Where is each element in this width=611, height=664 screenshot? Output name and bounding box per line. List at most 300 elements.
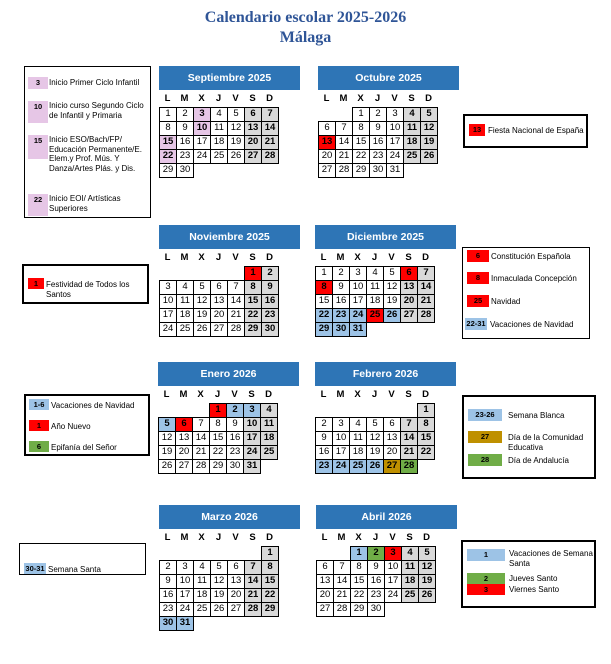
- day-cell: 8: [350, 560, 368, 575]
- legend-text: Jueves Santo: [509, 574, 558, 583]
- calendar-april: [316, 505, 457, 616]
- legend-inicio-curso: [24, 66, 151, 218]
- day-cell: 28: [192, 459, 210, 474]
- day-cell: 27: [175, 459, 193, 474]
- day-cell: 13: [175, 431, 193, 446]
- legend-text: Festividad de Todos los Santos: [46, 280, 130, 299]
- empty-cell: [192, 403, 210, 418]
- day-cell: 13: [318, 135, 336, 150]
- calendar-october: [318, 66, 459, 177]
- day-cell: 7: [335, 121, 353, 136]
- legend-text: Navidad: [491, 297, 521, 306]
- day-cell: 11: [403, 121, 421, 136]
- day-cell: 4: [349, 417, 367, 432]
- weekday-label: L: [321, 532, 328, 543]
- day-cell: 12: [420, 121, 438, 136]
- day-cell: 2: [369, 107, 387, 122]
- day-cell: 2: [367, 546, 385, 561]
- day-cell: 25: [193, 602, 211, 617]
- day-cell: 6: [318, 121, 336, 136]
- legend-code: 25: [467, 295, 489, 307]
- day-cell: 2: [332, 266, 350, 281]
- day-cell: 16: [315, 445, 333, 460]
- legend-diciembre: [462, 247, 590, 339]
- day-cell: 6: [227, 560, 245, 575]
- day-cell: 20: [400, 294, 418, 309]
- day-cell: 14: [192, 431, 210, 446]
- day-cell: 25: [403, 149, 421, 164]
- weekday-label: L: [320, 389, 327, 400]
- day-cell: 29: [350, 602, 368, 617]
- day-cell: 17: [349, 294, 367, 309]
- day-cell: 13: [210, 294, 228, 309]
- day-cell: 7: [261, 107, 279, 122]
- day-cell: 3: [159, 280, 177, 295]
- day-cell: 20: [244, 135, 262, 150]
- day-cell: 1: [159, 107, 177, 122]
- day-cell: 24: [332, 459, 350, 474]
- day-grid: [318, 107, 459, 177]
- legend-code: 6: [29, 441, 49, 452]
- day-cell: 15: [209, 431, 227, 446]
- weekday-label: M: [180, 252, 189, 263]
- day-cell: 4: [176, 280, 194, 295]
- day-cell: 18: [349, 445, 367, 460]
- day-cell: 14: [333, 574, 351, 589]
- day-grid: [158, 403, 299, 473]
- day-cell: 3: [384, 546, 402, 561]
- day-cell: 4: [260, 403, 278, 418]
- day-cell: 26: [158, 459, 176, 474]
- day-cell: 29: [315, 322, 333, 337]
- day-cell: 10: [386, 121, 404, 136]
- day-cell: 5: [158, 417, 176, 432]
- day-cell: 29: [352, 163, 370, 178]
- day-cell: 27: [400, 308, 418, 323]
- day-cell: 25: [260, 445, 278, 460]
- day-cell: 24: [193, 149, 211, 164]
- day-cell: 23: [176, 149, 194, 164]
- day-cell: 25: [401, 588, 419, 603]
- day-cell: 4: [366, 266, 384, 281]
- month-header: Septiembre 2025: [159, 66, 300, 90]
- day-cell: 3: [386, 107, 404, 122]
- weekday-label: S: [408, 93, 415, 104]
- day-cell: 26: [383, 308, 401, 323]
- weekday-label: X: [197, 389, 204, 400]
- day-cell: 9: [315, 431, 333, 446]
- day-cell: 24: [176, 602, 194, 617]
- day-cell: 9: [369, 121, 387, 136]
- empty-cell: [366, 403, 384, 418]
- day-cell: 16: [159, 588, 177, 603]
- weekday-label: L: [163, 389, 170, 400]
- empty-cell: [227, 546, 245, 561]
- weekday-label: V: [232, 93, 239, 104]
- empty-cell: [193, 266, 211, 281]
- day-cell: 10: [243, 417, 261, 432]
- day-cell: 12: [227, 121, 245, 136]
- day-cell: 9: [226, 417, 244, 432]
- empty-cell: [349, 403, 367, 418]
- day-cell: 20: [316, 588, 334, 603]
- weekday-label: X: [198, 252, 205, 263]
- day-cell: 6: [210, 280, 228, 295]
- empty-cell: [333, 546, 351, 561]
- empty-cell: [159, 266, 177, 281]
- calendar-december: [315, 225, 456, 336]
- day-cell: 6: [244, 107, 262, 122]
- day-cell: 14: [244, 574, 262, 589]
- day-cell: 4: [193, 560, 211, 575]
- empty-cell: [318, 107, 336, 122]
- legend-code: 3: [467, 584, 505, 595]
- day-cell: 5: [418, 546, 436, 561]
- day-cell: 5: [366, 417, 384, 432]
- weekday-label: J: [374, 93, 381, 104]
- weekday-label: V: [232, 252, 239, 263]
- day-cell: 18: [401, 574, 419, 589]
- day-cell: 26: [366, 459, 384, 474]
- empty-cell: [316, 546, 334, 561]
- empty-cell: [335, 107, 353, 122]
- month-header: Octubre 2025: [318, 66, 459, 90]
- weekday-label: D: [422, 252, 429, 263]
- weekday-label: M: [339, 93, 348, 104]
- day-cell: 11: [260, 417, 278, 432]
- day-cell: 18: [366, 294, 384, 309]
- calendar-september: [159, 66, 300, 177]
- day-cell: 22: [261, 588, 279, 603]
- day-cell: 7: [400, 417, 418, 432]
- day-cell: 19: [420, 135, 438, 150]
- day-cell: 5: [193, 280, 211, 295]
- day-cell: 9: [332, 280, 350, 295]
- weekday-label: X: [355, 532, 362, 543]
- legend-text: Vacaciones de Navidad: [51, 401, 135, 410]
- legend-code: 30-31: [25, 564, 45, 573]
- day-cell: 24: [243, 445, 261, 460]
- weekday-label: D: [422, 389, 429, 400]
- legend-code: 1: [28, 278, 44, 289]
- day-cell: 16: [332, 294, 350, 309]
- month-header: Noviembre 2025: [159, 225, 300, 249]
- day-cell: 23: [159, 602, 177, 617]
- empty-cell: [175, 403, 193, 418]
- day-cell: 23: [315, 459, 333, 474]
- day-cell: 7: [333, 560, 351, 575]
- day-cell: 21: [400, 445, 418, 460]
- day-cell: 15: [244, 294, 262, 309]
- day-cell: 27: [210, 322, 228, 337]
- legend-text: Fiesta Nacional de España: [488, 126, 584, 135]
- day-cell: 11: [366, 280, 384, 295]
- day-cell: 22: [350, 588, 368, 603]
- day-cell: 1: [417, 403, 435, 418]
- day-cell: 1: [209, 403, 227, 418]
- weekday-label: M: [179, 389, 188, 400]
- empty-cell: [176, 266, 194, 281]
- legend-code: 8: [467, 272, 489, 284]
- month-header: Febrero 2026: [315, 362, 456, 386]
- day-cell: 5: [420, 107, 438, 122]
- day-cell: 26: [418, 588, 436, 603]
- weekday-label: D: [425, 93, 432, 104]
- day-cell: 8: [261, 560, 279, 575]
- day-cell: 20: [227, 588, 245, 603]
- day-cell: 30: [369, 163, 387, 178]
- legend-text: Inmaculada Concepción: [491, 274, 577, 283]
- day-cell: 28: [244, 602, 262, 617]
- day-grid: [315, 266, 456, 336]
- weekday-label: L: [323, 93, 330, 104]
- day-cell: 8: [159, 121, 177, 136]
- day-cell: 4: [401, 546, 419, 561]
- day-cell: 25: [176, 322, 194, 337]
- weekday-label: J: [372, 532, 379, 543]
- day-cell: 24: [159, 322, 177, 337]
- legend-code: 13: [469, 124, 485, 136]
- day-cell: 27: [244, 149, 262, 164]
- empty-cell: [176, 546, 194, 561]
- legend-text: Constitución Española: [491, 252, 571, 261]
- day-cell: 11: [210, 121, 228, 136]
- legend-text: Inicio curso Segundo Ciclo de Infantil y Primaria: [49, 101, 144, 120]
- calendar-january: [158, 362, 299, 473]
- day-cell: 13: [227, 574, 245, 589]
- legend-code: 10: [28, 101, 48, 123]
- day-cell: 13: [400, 280, 418, 295]
- day-cell: 21: [335, 149, 353, 164]
- day-cell: 8: [209, 417, 227, 432]
- weekday-row: [158, 388, 299, 402]
- day-cell: 27: [316, 602, 334, 617]
- weekday-label: M: [180, 93, 189, 104]
- day-cell: 20: [318, 149, 336, 164]
- day-cell: 26: [227, 149, 245, 164]
- day-cell: 11: [193, 574, 211, 589]
- legend-noviembre: [22, 264, 149, 304]
- empty-cell: [158, 403, 176, 418]
- day-cell: 15: [352, 135, 370, 150]
- month-header: Marzo 2026: [159, 505, 300, 529]
- day-cell: 29: [244, 322, 262, 337]
- day-cell: 29: [159, 163, 177, 178]
- calendar-february: [315, 362, 456, 473]
- legend-text: Inicio EOI/ Artísticas Superiores: [49, 194, 121, 213]
- weekday-label: X: [198, 532, 205, 543]
- weekday-label: L: [320, 252, 327, 263]
- legend-code: 22-31: [466, 319, 486, 328]
- weekday-label: S: [405, 252, 412, 263]
- weekday-label: M: [180, 532, 189, 543]
- day-cell: 15: [417, 431, 435, 446]
- weekday-row: [316, 531, 457, 545]
- legend-code: 2: [467, 573, 505, 584]
- weekday-label: V: [389, 532, 396, 543]
- weekday-label: L: [164, 252, 171, 263]
- weekday-label: D: [266, 532, 273, 543]
- calendar-november: [159, 225, 300, 336]
- weekday-label: D: [265, 389, 272, 400]
- day-cell: 11: [349, 431, 367, 446]
- legend-text: Semana Santa: [48, 565, 101, 574]
- weekday-label: S: [405, 389, 412, 400]
- calendar-march: [159, 505, 300, 630]
- legend-text: Inicio Primer Ciclo Infantil: [49, 78, 140, 87]
- day-cell: 3: [332, 417, 350, 432]
- day-cell: 23: [369, 149, 387, 164]
- day-cell: 7: [192, 417, 210, 432]
- day-cell: 10: [349, 280, 367, 295]
- weekday-label: V: [232, 532, 239, 543]
- day-cell: 16: [261, 294, 279, 309]
- day-cell: 21: [244, 588, 262, 603]
- day-cell: 16: [226, 431, 244, 446]
- day-cell: 24: [386, 149, 404, 164]
- weekday-label: D: [266, 252, 273, 263]
- legend-code: 3: [28, 77, 48, 89]
- weekday-label: D: [423, 532, 430, 543]
- legend-code: 23-26: [468, 409, 502, 421]
- day-cell: 2: [176, 107, 194, 122]
- weekday-label: L: [164, 93, 171, 104]
- weekday-label: M: [336, 389, 345, 400]
- day-cell: 12: [210, 574, 228, 589]
- day-cell: 12: [366, 431, 384, 446]
- day-cell: 28: [227, 322, 245, 337]
- day-cell: 23: [332, 308, 350, 323]
- day-cell: 8: [417, 417, 435, 432]
- legend-code: 22: [28, 194, 48, 216]
- day-cell: 6: [175, 417, 193, 432]
- day-cell: 10: [193, 121, 211, 136]
- legend-marzo: [19, 543, 146, 575]
- weekday-label: S: [406, 532, 413, 543]
- day-cell: 15: [315, 294, 333, 309]
- day-cell: 20: [210, 308, 228, 323]
- day-cell: 19: [193, 308, 211, 323]
- legend-text: Vacaciones de Navidad: [490, 320, 574, 329]
- day-cell: 8: [244, 280, 262, 295]
- day-cell: 27: [383, 459, 401, 474]
- empty-cell: [210, 266, 228, 281]
- day-cell: 9: [261, 280, 279, 295]
- legend-code: 27: [468, 431, 502, 443]
- weekday-label: J: [371, 389, 378, 400]
- empty-cell: [383, 403, 401, 418]
- empty-cell: [227, 266, 245, 281]
- weekday-label: V: [391, 93, 398, 104]
- day-cell: 20: [383, 445, 401, 460]
- day-cell: 26: [193, 322, 211, 337]
- weekday-label: D: [266, 93, 273, 104]
- day-cell: 8: [315, 280, 333, 295]
- legend-text: Año Nuevo: [51, 422, 91, 431]
- weekday-label: S: [249, 93, 256, 104]
- day-cell: 21: [417, 294, 435, 309]
- day-cell: 2: [315, 417, 333, 432]
- weekday-label: X: [354, 252, 361, 263]
- weekday-label: V: [231, 389, 238, 400]
- legend-code: 28: [468, 454, 502, 466]
- day-cell: 25: [210, 149, 228, 164]
- day-cell: 28: [333, 602, 351, 617]
- day-cell: 3: [176, 560, 194, 575]
- day-cell: 17: [332, 445, 350, 460]
- day-cell: 17: [159, 308, 177, 323]
- weekday-label: V: [388, 252, 395, 263]
- day-cell: 3: [193, 107, 211, 122]
- legend-text: Vacaciones de Semana Santa: [509, 549, 593, 568]
- day-cell: 22: [244, 308, 262, 323]
- day-cell: 3: [243, 403, 261, 418]
- day-cell: 30: [367, 602, 385, 617]
- day-cell: 12: [158, 431, 176, 446]
- day-cell: 17: [384, 574, 402, 589]
- day-cell: 10: [384, 560, 402, 575]
- day-cell: 2: [159, 560, 177, 575]
- weekday-row: [159, 92, 300, 106]
- legend-code: 1-6: [29, 399, 49, 410]
- day-cell: 25: [349, 459, 367, 474]
- day-cell: 23: [226, 445, 244, 460]
- day-cell: 2: [261, 266, 279, 281]
- weekday-row: [159, 251, 300, 265]
- day-cell: 18: [210, 135, 228, 150]
- day-cell: 7: [227, 280, 245, 295]
- day-cell: 31: [349, 322, 367, 337]
- day-cell: 18: [260, 431, 278, 446]
- weekday-label: L: [164, 532, 171, 543]
- day-cell: 12: [193, 294, 211, 309]
- day-cell: 14: [261, 121, 279, 136]
- day-cell: 31: [176, 616, 194, 631]
- day-cell: 23: [261, 308, 279, 323]
- day-cell: 19: [418, 574, 436, 589]
- empty-cell: [244, 546, 262, 561]
- weekday-label: J: [371, 252, 378, 263]
- day-cell: 24: [384, 588, 402, 603]
- day-cell: 27: [318, 163, 336, 178]
- day-cell: 8: [352, 121, 370, 136]
- day-cell: 26: [210, 602, 228, 617]
- day-cell: 30: [226, 459, 244, 474]
- day-cell: 28: [335, 163, 353, 178]
- month-header: Enero 2026: [158, 362, 299, 386]
- weekday-row: [315, 251, 456, 265]
- weekday-label: M: [336, 252, 345, 263]
- day-cell: 21: [227, 308, 245, 323]
- weekday-label: J: [215, 532, 222, 543]
- day-cell: 11: [401, 560, 419, 575]
- day-cell: 14: [417, 280, 435, 295]
- day-cell: 17: [243, 431, 261, 446]
- weekday-label: S: [248, 389, 255, 400]
- day-cell: 19: [383, 294, 401, 309]
- day-cell: 31: [243, 459, 261, 474]
- day-grid: [159, 546, 300, 630]
- day-cell: 17: [176, 588, 194, 603]
- day-cell: 15: [350, 574, 368, 589]
- empty-cell: [193, 546, 211, 561]
- page-subtitle: Málaga: [279, 29, 332, 46]
- day-cell: 7: [417, 266, 435, 281]
- legend-text: Semana Blanca: [508, 411, 565, 420]
- legend-abril: [461, 540, 596, 608]
- day-cell: 28: [400, 459, 418, 474]
- page-title: Calendario escolar 2025-2026: [204, 9, 407, 26]
